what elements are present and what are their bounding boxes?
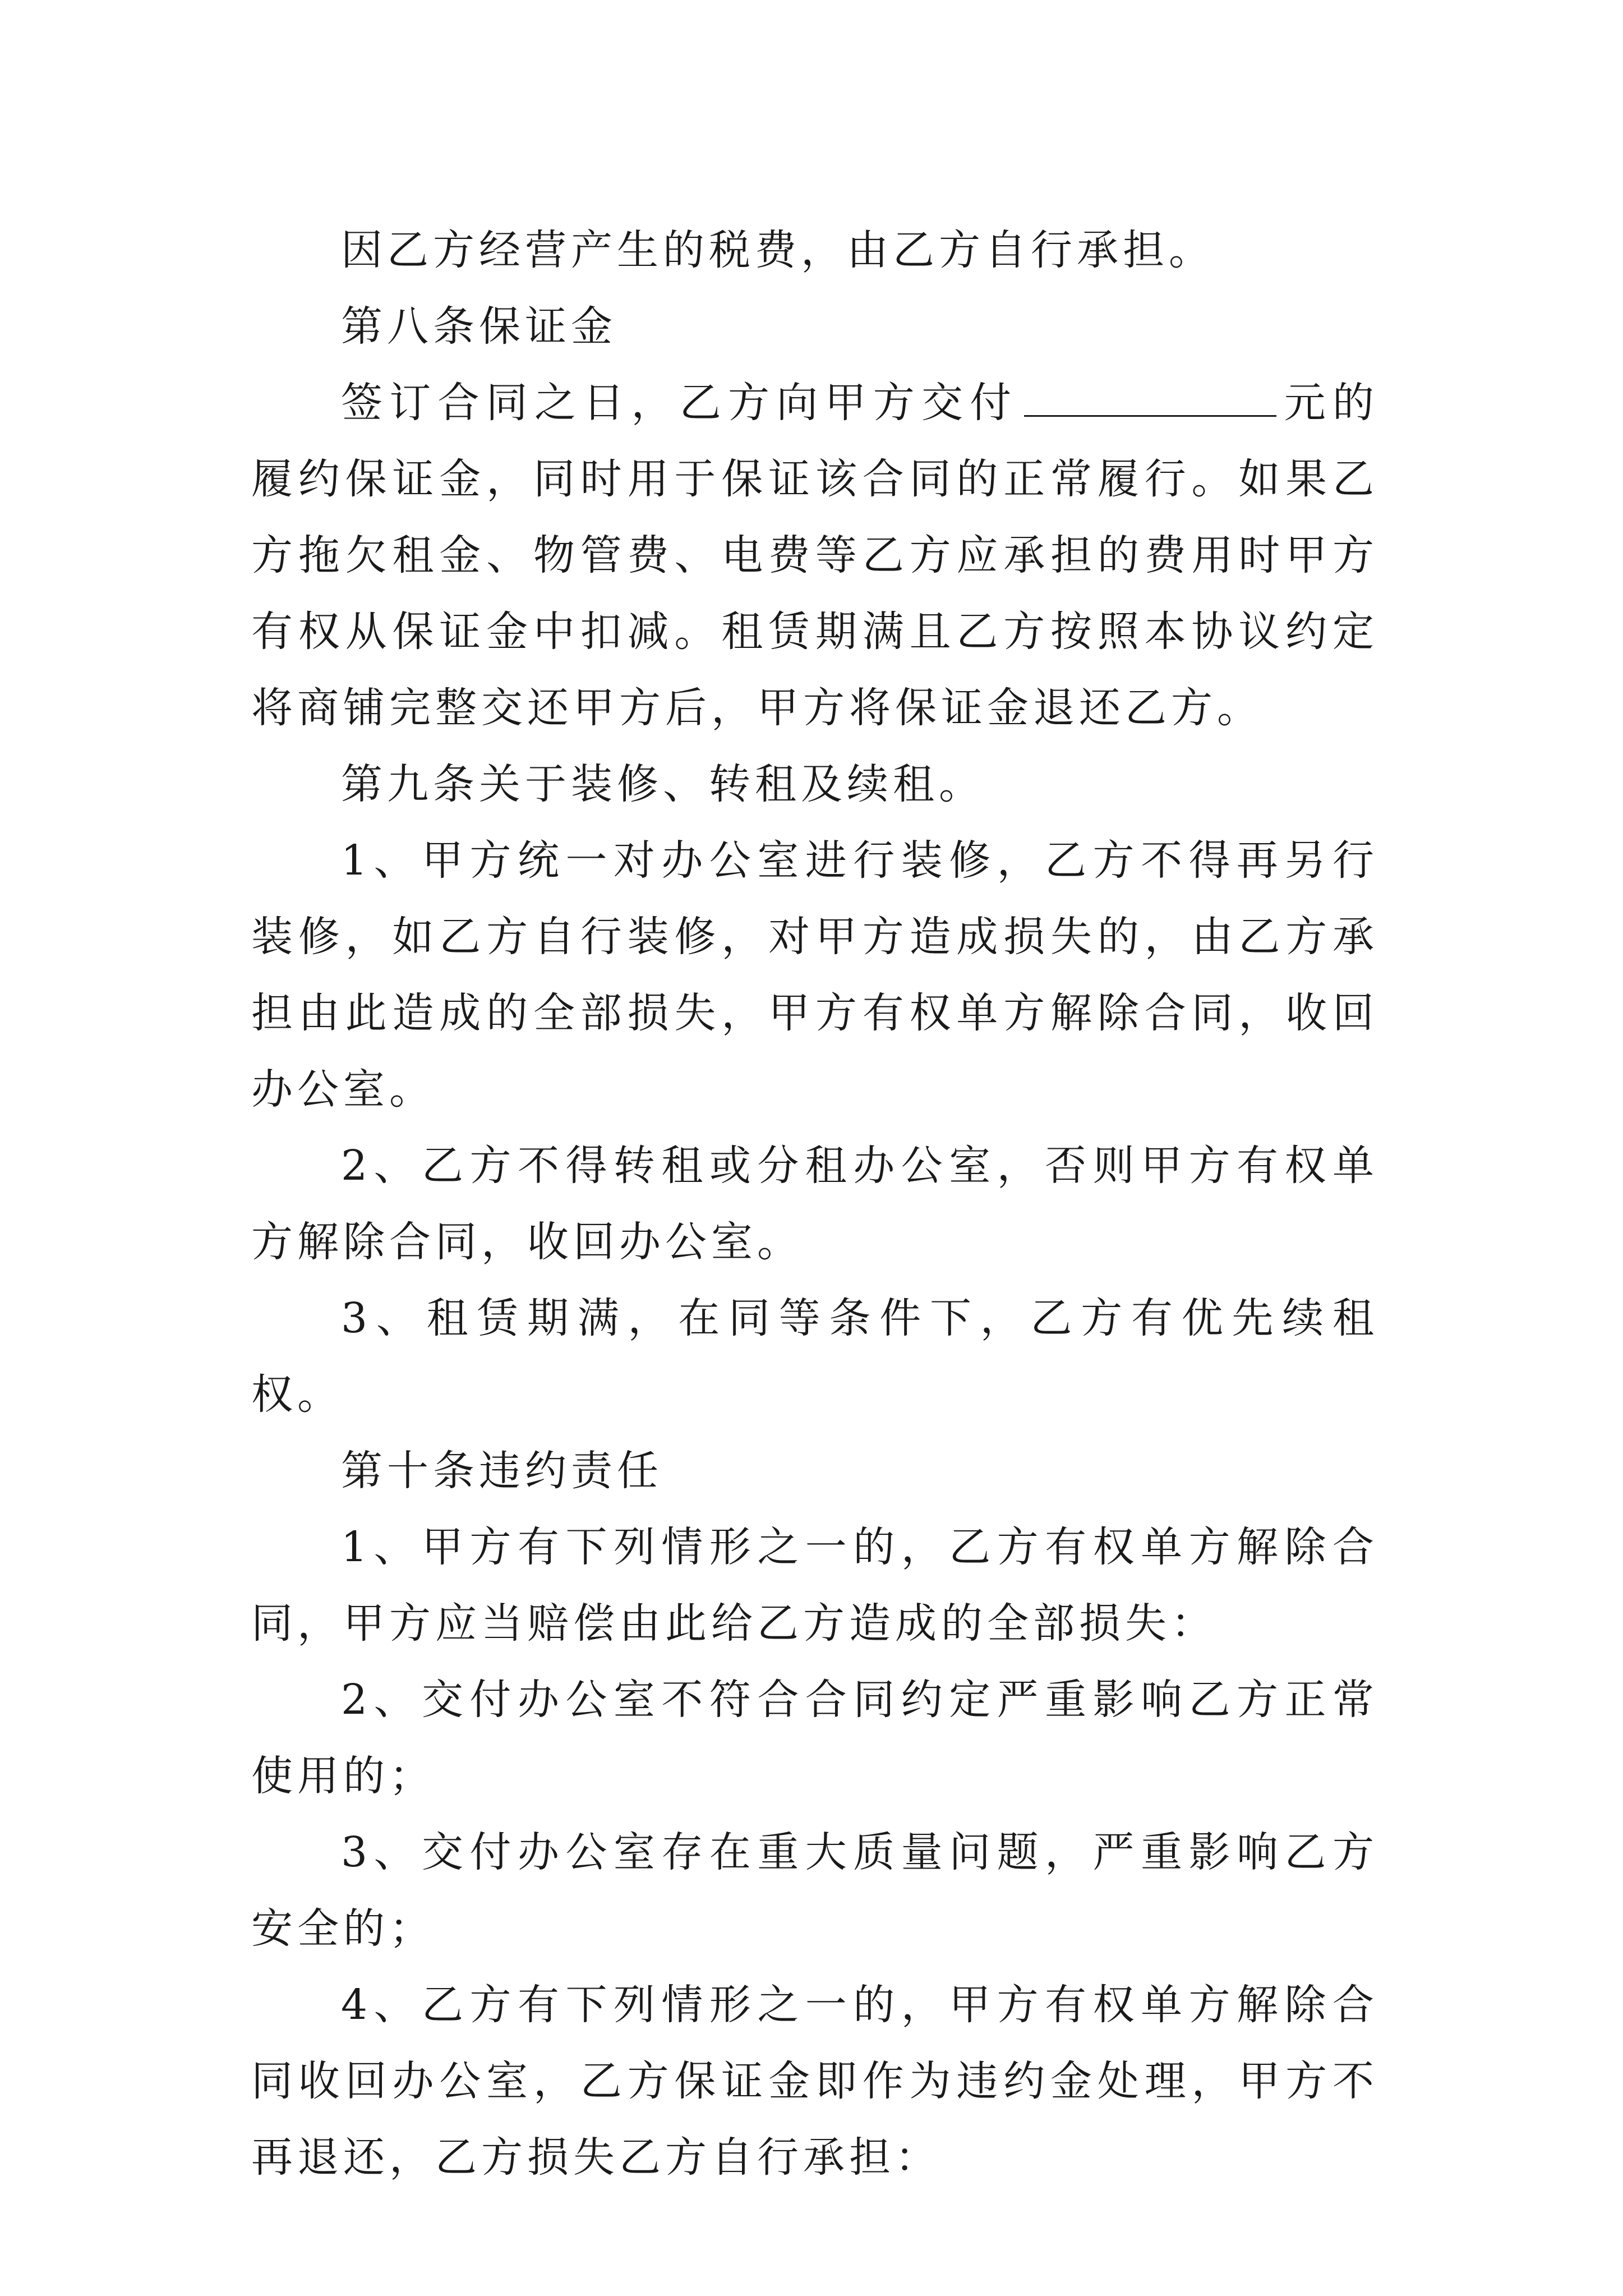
breach-clause-4: 4、乙方有下列情形之一的，甲方有权单方解除合同收回办公室，乙方保证金即作为违约金处理，甲方不再退还，乙方损失乙方自行承担： bbox=[251, 1981, 1378, 2182]
breach-clause-3: 3、交付办公室存在重大质量问题，严重影响乙方安全的； bbox=[251, 1828, 1378, 1953]
tax-clause: 因乙方经营产生的税费，由乙方自行承担。 bbox=[341, 226, 1215, 274]
renovation-clause: 1、甲方统一对办公室进行装修，乙方不得再另行装修，如乙方自行装修，对甲方造成损失的，由乙方承担由此造成的全部损失，甲方有权单方解除合同，收回办公室。 bbox=[251, 836, 1378, 1114]
deposit-clause-end: 元的履约保证金，同时用于保证该合同的正常履行。如果乙方拖欠租金、物管费、电费等乙方应承担的费用时甲方有权从保证金中扣减。租赁期满且乙方按照本协议约定将商铺完整交还甲方后，甲方将保证金退还乙方。 bbox=[251, 379, 1378, 732]
breach-clause-2: 2、交付办公室不符合合同约定严重影响乙方正常使用的； bbox=[251, 1676, 1378, 1800]
deposit-clause bbox=[251, 365, 1378, 746]
renewal-clause: 3、租赁期满，在同等条件下，乙方有优先续租权。 bbox=[251, 1294, 1378, 1419]
breach-clause-1: 1、甲方有下列情形之一的，乙方有权单方解除合同，甲方应当赔偿由此给乙方造成的全部损失： bbox=[251, 1523, 1378, 1648]
contract-body bbox=[251, 212, 1378, 2196]
article-10-heading: 第十条违约责任 bbox=[341, 1447, 663, 1495]
article-9-heading: 第九条关于装修、转租及续租。 bbox=[341, 760, 985, 808]
sublease-clause: 2、乙方不得转租或分租办公室，否则甲方有权单方解除合同，收回办公室。 bbox=[251, 1142, 1378, 1266]
deposit-clause-start: 签订合同之日，乙方向甲方交付 bbox=[341, 379, 1018, 427]
deposit-amount-blank bbox=[1024, 376, 1276, 417]
article-8-heading: 第八条保证金 bbox=[341, 302, 617, 351]
